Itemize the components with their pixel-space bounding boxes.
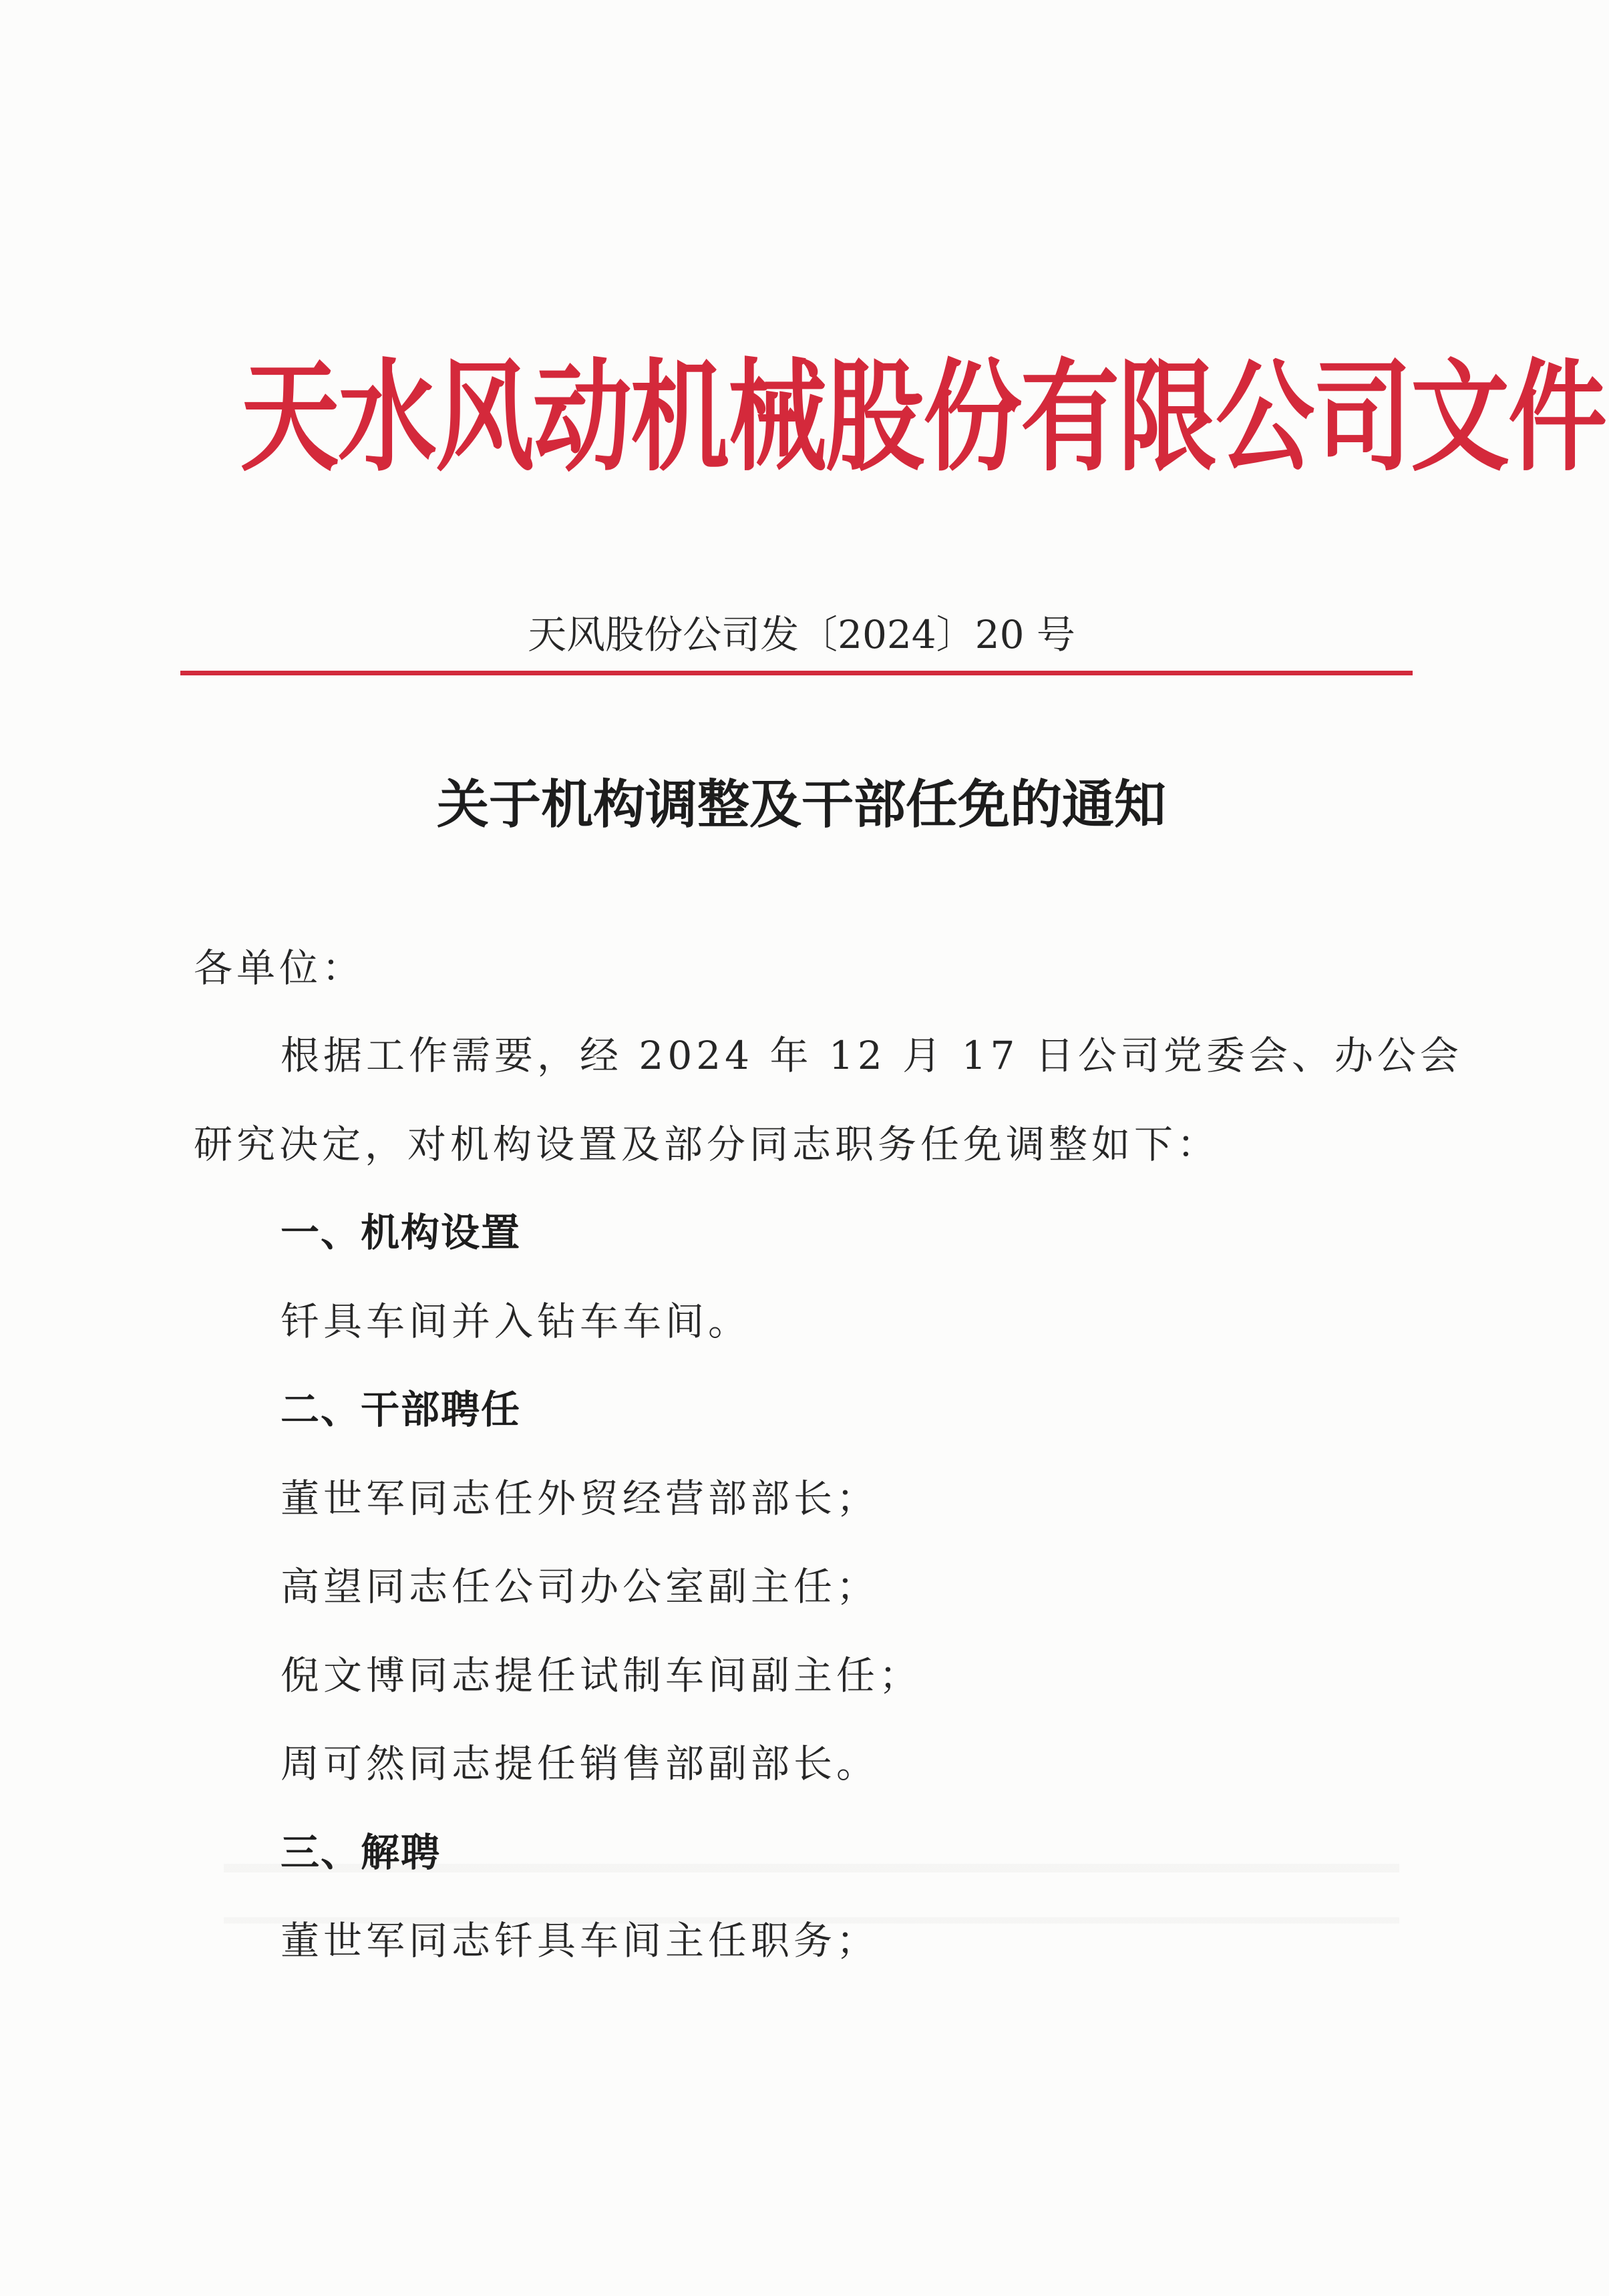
list-item: 高望同志任公司办公室副主任；	[281, 1564, 880, 1609]
salutation: 各单位：	[194, 945, 365, 991]
list-item: 董世军同志钎具车间主任职务；	[281, 1918, 880, 1963]
intro-line-1: 根据工作需要，经 2024 年 12 月 17 日公司党委会、办公会	[281, 1033, 1463, 1078]
document-number: 天风股份公司发〔2024〕20 号	[528, 612, 1075, 657]
section-heading-appointments: 二、干部聘任	[281, 1387, 522, 1432]
intro-line-2: 研究决定，对机构设置及部分同志职务任免调整如下：	[194, 1122, 1220, 1167]
list-item: 倪文博同志提任试制车间副主任；	[281, 1653, 922, 1698]
masthead-title: 天水风动机械股份有限公司文件	[240, 347, 1606, 488]
section-heading-dismissals: 三、解聘	[281, 1830, 441, 1875]
red-divider-rule	[180, 671, 1413, 675]
notice-title: 关于机构调整及干部任免的通知	[436, 775, 1166, 835]
list-item: 周可然同志提任销售部副部长。	[281, 1741, 880, 1786]
list-item: 钎具车间并入钻车车间。	[281, 1299, 751, 1344]
section-heading-structure: 一、机构设置	[281, 1210, 522, 1255]
list-item: 董世军同志任外贸经营部部长；	[281, 1476, 880, 1521]
